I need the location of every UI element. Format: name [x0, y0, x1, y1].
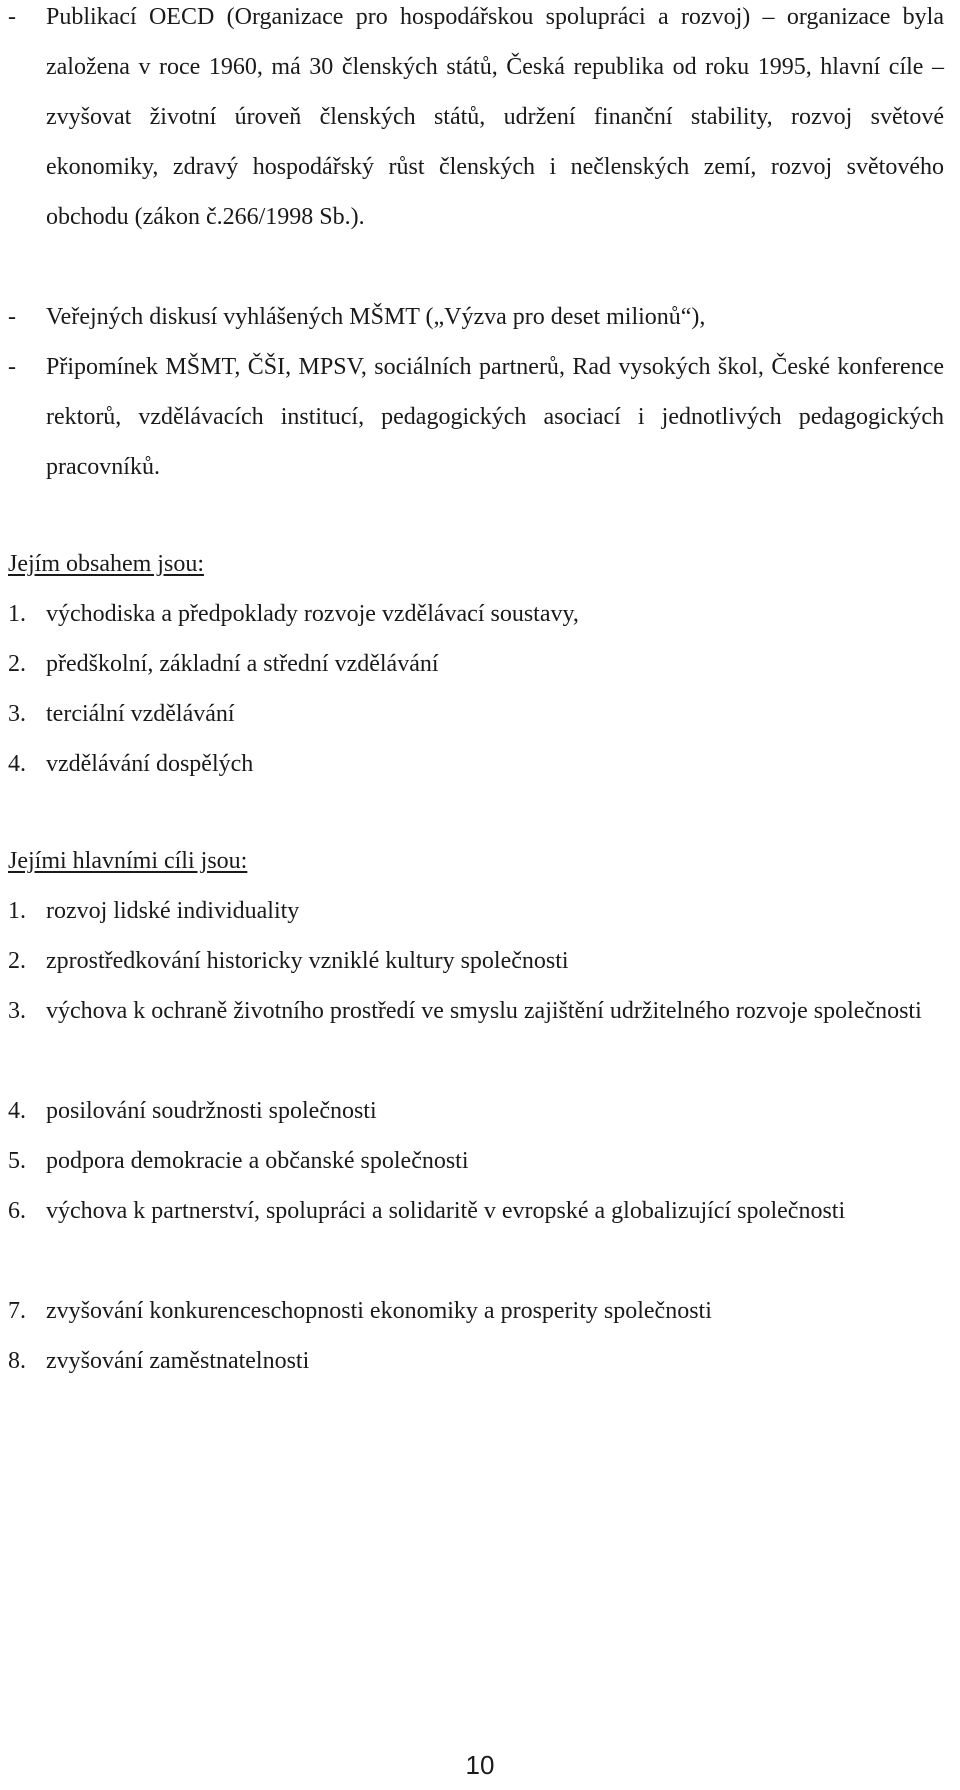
list-number: 8.: [8, 1348, 26, 1374]
list-item: [8, 589, 944, 639]
bullet-item-comments: [8, 342, 944, 492]
list-item: [8, 1086, 944, 1136]
bullet-text: Publikací OECD (Organizace pro hospodářskou spolupráci a rozvoj) – organizace byla založena v roce 1960, má 30 členských států, Česká republika od roku 1995, hlavní cíle – zvyšovat životní úroveň členských států, udržení finanční stability, rozvoj světové ekonomiky, zdravý hospodářský růst členských i nečlenských zemí, rozvoj světového obchodu (zákon č.266/1998 Sb.).: [46, 4, 944, 230]
bullet-mark: -: [8, 4, 16, 30]
list-item: [8, 1136, 944, 1186]
list-item: [8, 1186, 944, 1236]
bullet-mark: -: [8, 354, 16, 380]
list-number: 3.: [8, 998, 26, 1024]
bullet-item-oecd: [8, 0, 944, 242]
list-number: 7.: [8, 1298, 26, 1324]
list-number: 4.: [8, 751, 26, 777]
page-number: 10: [465, 1750, 495, 1780]
list-text: zprostředkování historicky vzniklé kultury společnosti: [46, 948, 569, 974]
list-text: zvyšování konkurenceschopnosti ekonomiky a prosperity společnosti: [46, 1298, 712, 1324]
content-heading: Jejím obsahem jsou:: [8, 551, 204, 577]
list-item: [8, 639, 944, 689]
list-text: předškolní, základní a střední vzdělávání: [46, 651, 439, 677]
list-item: [8, 936, 944, 986]
list-item: [8, 1286, 944, 1336]
bullet-item-discussions: [8, 292, 944, 342]
list-text: východiska a předpoklady rozvoje vzdělávací soustavy,: [46, 601, 579, 627]
list-item: [8, 1336, 944, 1386]
goals-heading: Jejími hlavními cíli jsou:: [8, 848, 248, 874]
list-text: podpora demokracie a občanské společnosti: [46, 1148, 469, 1174]
list-text: výchova k ochraně životního prostředí ve smyslu zajištění udržitelného rozvoje společnosti: [46, 998, 922, 1024]
list-text: terciální vzdělávání: [46, 701, 235, 727]
list-text: zvyšování zaměstnatelnosti: [46, 1348, 310, 1374]
list-number: 2.: [8, 948, 26, 974]
list-text: výchova k partnerství, spolupráci a solidaritě v evropské a globalizující společnosti: [46, 1198, 846, 1224]
list-item: [8, 739, 944, 789]
list-item: [8, 986, 944, 1036]
list-number: 4.: [8, 1098, 26, 1124]
list-number: 6.: [8, 1198, 26, 1224]
bullet-text: Připomínek MŠMT, ČŠI, MPSV, sociálních partnerů, Rad vysokých škol, České konference rektorů, vzdělávacích institucí, pedagogických asociací i jednotlivých pedagogických pracovníků.: [46, 354, 944, 480]
bullet-text: Veřejných diskusí vyhlášených MŠMT („Výzva pro deset milionů“),: [46, 304, 706, 330]
bullet-mark: -: [8, 304, 16, 330]
list-item: [8, 886, 944, 936]
list-text: vzdělávání dospělých: [46, 751, 254, 777]
list-number: 1.: [8, 898, 26, 924]
list-number: 5.: [8, 1148, 26, 1174]
list-text: rozvoj lidské individuality: [46, 898, 300, 924]
list-number: 2.: [8, 651, 26, 677]
list-number: 3.: [8, 701, 26, 727]
list-text: posilování soudržnosti společnosti: [46, 1098, 377, 1124]
list-number: 1.: [8, 601, 26, 627]
list-item: [8, 689, 944, 739]
